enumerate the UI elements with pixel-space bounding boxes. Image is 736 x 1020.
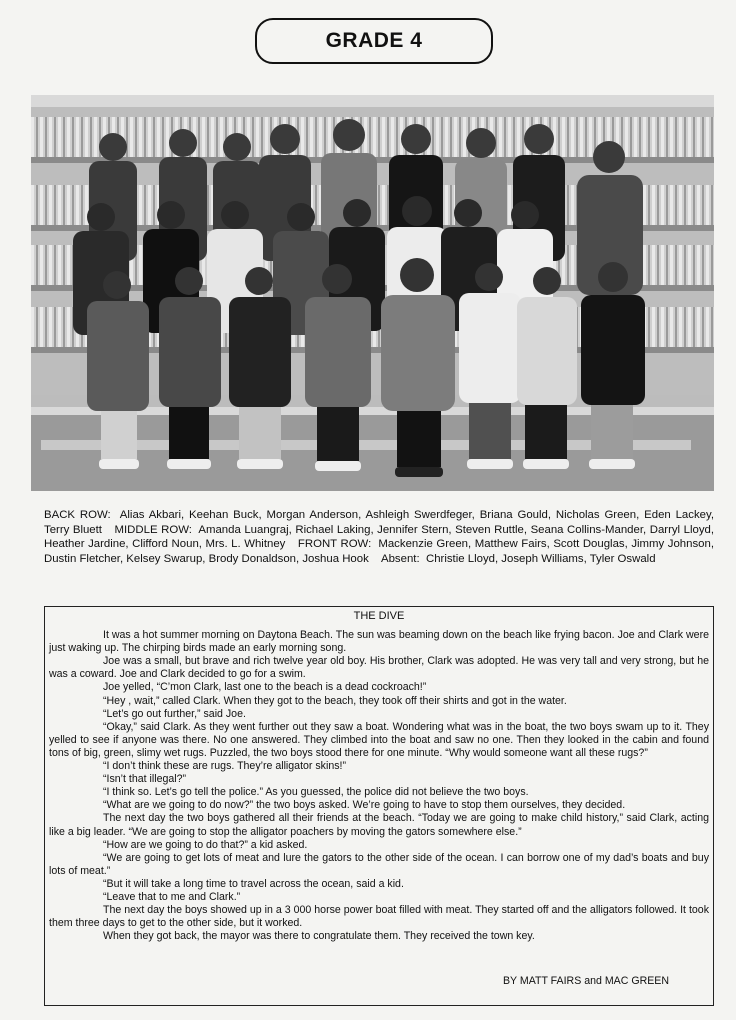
- middle-row-label: MIDDLE ROW:: [114, 523, 192, 536]
- page-title-box: [255, 18, 493, 64]
- story-paragraph: It was a hot summer morning on Daytona Beach. The sun was beaming down on the beach like frying bacon. Joe and Clark were just waking up. The chirping birds made an early morning song.: [49, 629, 709, 655]
- story-paragraph: The next day the two boys gathered all their friends at the beach. “Today we are going to make child history,” said Clark, acting like a big leader. “We are going to stop the alligator poachers by moving the gators somewhere else.”: [49, 812, 709, 838]
- story-title: THE DIVE: [353, 610, 405, 622]
- middle-row-names: Amanda Luangraj, Richael Laking, Jennifer Stern, Steven Ruttle, Seana Collins-Mander, Darryl Lloyd, Heather Jardine, Clifford Noun, Mrs. L. Whitney: [44, 523, 715, 551]
- story-paragraph: “We are going to get lots of meat and lure the gators to the other side of the ocean. I can borrow one of my dad’s boats and buy lots of meat.”: [49, 851, 709, 877]
- story-paragraph: “What are we going to do now?” the two boys asked. We’re going to have to stop them ourselves, they decided.: [103, 799, 626, 812]
- story-paragraph: “Isn’t that illegal?”: [103, 773, 187, 786]
- story-paragraph: “Let’s go out further,” said Joe.: [103, 707, 246, 720]
- story-paragraph: “How are we going to do that?” a kid asked.: [103, 838, 308, 851]
- back-row-names: Alias Akbari, Keehan Buck, Morgan Anderson, Ashleigh Swerdfeger, Briana Gould, Nicholas Green, Eden Lackey, Terry Bluett: [44, 509, 715, 536]
- story-paragraph: “I don’t think these are rugs. They’re alligator skins!”: [103, 760, 346, 773]
- story-paragraph: The next day the boys showed up in a 3 000 horse power boat filled with meat. They started off and the alligators followed. It took them three days to get to the other side, but it worked.: [49, 904, 709, 930]
- story-paragraph: Joe was a small, but brave and rich twelve year old boy. His brother, Clark was adopted. He was very tall and very strong, but he was a coward. Joe and Clark decided to go for a swim.: [49, 655, 709, 681]
- story-byline: BY MATT FAIRS and MAC GREEN: [502, 974, 669, 987]
- story-paragraph: When they got back, the mayor was there to congratulate them. They received the town key.: [103, 930, 535, 943]
- back-row-label: BACK ROW:: [44, 509, 111, 521]
- front-row-label: FRONT ROW:: [297, 538, 372, 551]
- story-paragraph: “Hey , wait,” called Clark. When they got to the beach, they took off their shirts and got in the water.: [103, 694, 567, 707]
- absent-label: Absent:: [380, 552, 420, 565]
- photo-caption: [44, 508, 714, 566]
- story-paragraph: “I think so. Let’s go tell the police.” As you guessed, the police did not believe the two boys.: [103, 786, 529, 799]
- story-paragraph: “But it will take a long time to travel across the ocean, said a kid.: [103, 877, 404, 890]
- story-box: [44, 606, 714, 1006]
- story-paragraph: “Okay,” said Clark. As they went further out they saw a boat. Wondering what was in the boat, the two boys swam up to it. They yelled to see if anyone was there. No one answered. They climbed into the boat and saw no one. Then they looked in the cabin and found tons of big, green, slimy wet rugs. Puzzled, the two boys stood there for one minute. “Why would someone want all these rugs?”: [49, 720, 709, 759]
- class-photo: [31, 95, 714, 491]
- class-photo-icon: [31, 95, 714, 491]
- absent-names: Christie Lloyd, Joseph Williams, Tyler Oswald: [425, 552, 656, 565]
- story-paragraph: Joe yelled, “C’mon Clark, last one to the beach is a dead cockroach!”: [103, 681, 427, 694]
- page-title: GRADE 4: [325, 29, 423, 52]
- story-paragraph: “Leave that to me and Clark.”: [103, 890, 241, 903]
- front-row-names: Mackenzie Green, Matthew Fairs, Scott Douglas, Jimmy Johnson, Dustin Fletcher, Kelsey Swarup, Brody Donaldson, Joshua Hook: [44, 538, 714, 565]
